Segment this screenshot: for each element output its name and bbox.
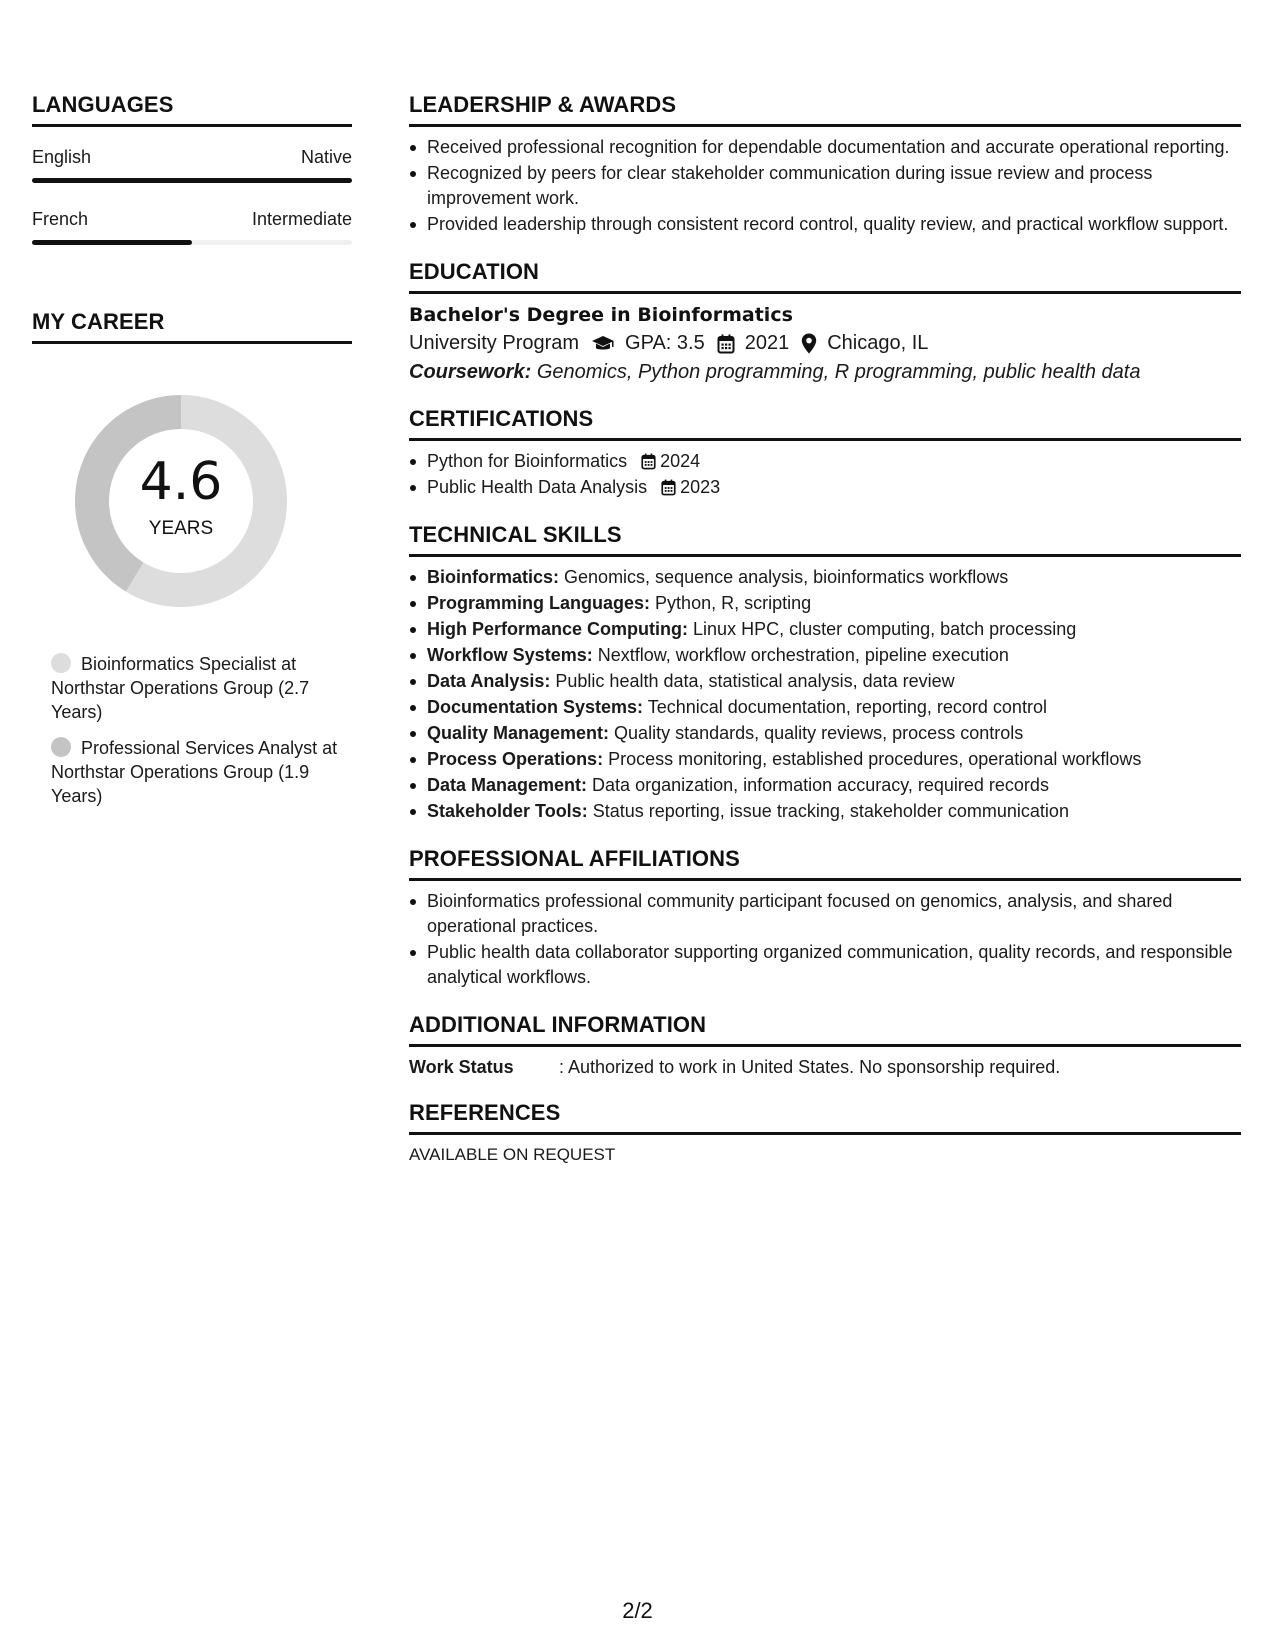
skill-label: Quality Management: bbox=[427, 723, 610, 743]
skill-item bbox=[409, 773, 1241, 798]
list-item bbox=[409, 449, 1241, 474]
school-location: Chicago, IL bbox=[827, 332, 929, 354]
work-status-row bbox=[409, 1057, 1241, 1078]
right-column bbox=[409, 92, 1241, 1165]
list-item: Public health data collaborator supporting organized communication, quality records, and responsible analytical workflows. bbox=[409, 940, 1241, 990]
language-level: Native bbox=[300, 147, 352, 167]
education-meta bbox=[409, 332, 1241, 355]
technical-skills-heading: TECHNICAL SKILLS bbox=[409, 522, 1241, 557]
additional-info-heading: ADDITIONAL INFORMATION bbox=[409, 1012, 1241, 1047]
skill-value: Quality standards, quality reviews, process controls bbox=[614, 723, 1024, 743]
work-status-label: Work Status bbox=[409, 1057, 514, 1077]
career-role-text: Bioinformatics Specialist at Northstar Operations Group (2.7 Years) bbox=[51, 654, 310, 722]
skill-value: Technical documentation, reporting, record control bbox=[647, 697, 1047, 717]
affiliations-heading: PROFESSIONAL AFFILIATIONS bbox=[409, 846, 1241, 881]
list-item: Recognized by peers for clear stakeholder communication during issue review and process improvement work. bbox=[409, 161, 1241, 211]
gpa: GPA: 3.5 bbox=[625, 332, 705, 354]
skill-item bbox=[409, 565, 1241, 590]
career-legend-item bbox=[51, 652, 341, 724]
skill-value: Data organization, information accuracy, required records bbox=[592, 775, 1049, 795]
skill-value: Python, R, scripting bbox=[655, 593, 812, 613]
language-item bbox=[32, 147, 352, 183]
skill-label: Process Operations: bbox=[427, 749, 604, 769]
list-item: Received professional recognition for dependable documentation and accurate operational reporting. bbox=[409, 135, 1241, 160]
language-name: French bbox=[32, 209, 89, 229]
technical-skills-section bbox=[409, 522, 1241, 824]
language-level: Intermediate bbox=[251, 209, 352, 229]
graduation-year: 2021 bbox=[744, 332, 790, 354]
career-donut-chart bbox=[66, 386, 296, 616]
skill-label: High Performance Computing: bbox=[427, 619, 689, 639]
list-item bbox=[409, 475, 1241, 500]
left-column bbox=[32, 92, 352, 820]
skill-item bbox=[409, 669, 1241, 694]
skill-label: Data Management: bbox=[427, 775, 588, 795]
skill-label: Programming Languages: bbox=[427, 593, 651, 613]
calendar-icon bbox=[717, 334, 735, 354]
skill-value: Linux HPC, cluster computing, batch processing bbox=[693, 619, 1077, 639]
language-item bbox=[32, 209, 352, 245]
references-text: AVAILABLE ON REQUEST bbox=[409, 1145, 616, 1164]
certification-year: 2023 bbox=[680, 477, 721, 497]
education-heading: EDUCATION bbox=[409, 259, 1241, 294]
skill-item bbox=[409, 747, 1241, 772]
calendar-icon bbox=[661, 479, 676, 496]
work-status-value: : Authorized to work in United States. No sponsorship required. bbox=[559, 1057, 1061, 1077]
calendar-icon bbox=[641, 453, 656, 470]
skill-item bbox=[409, 721, 1241, 746]
coursework bbox=[409, 361, 1241, 384]
leadership-heading: LEADERSHIP & AWARDS bbox=[409, 92, 1241, 127]
skill-item bbox=[409, 617, 1241, 642]
leadership-section bbox=[409, 92, 1241, 237]
career-legend-item bbox=[51, 736, 341, 808]
language-proficiency-bar bbox=[32, 178, 352, 183]
skill-value: Process monitoring, established procedures, operational workflows bbox=[608, 749, 1142, 769]
legend-dot bbox=[51, 653, 71, 673]
skill-value: Nextflow, workflow orchestration, pipeline execution bbox=[597, 645, 1009, 665]
list-item: Bioinformatics professional community participant focused on genomics, analysis, and shared operational practices. bbox=[409, 889, 1241, 939]
map-pin-icon bbox=[801, 333, 817, 354]
school-name: University Program bbox=[409, 332, 580, 354]
certifications-section bbox=[409, 406, 1241, 500]
skill-label: Bioinformatics: bbox=[427, 567, 560, 587]
skill-label: Workflow Systems: bbox=[427, 645, 593, 665]
skill-label: Documentation Systems: bbox=[427, 697, 644, 717]
language-name: English bbox=[32, 147, 92, 167]
career-role-text: Professional Services Analyst at Northstar Operations Group (1.9 Years) bbox=[51, 738, 338, 806]
career-legend bbox=[32, 652, 352, 808]
skill-item bbox=[409, 643, 1241, 668]
education-section bbox=[409, 259, 1241, 384]
skill-value: Public health data, statistical analysis, data review bbox=[555, 671, 955, 691]
career-total-value: 4.6 bbox=[139, 452, 223, 512]
language-proficiency-bar bbox=[32, 240, 352, 245]
references-section bbox=[409, 1100, 1241, 1165]
language-proficiency-fill bbox=[32, 178, 352, 183]
skill-item bbox=[409, 591, 1241, 616]
certification-year: 2024 bbox=[660, 451, 701, 471]
skill-label: Data Analysis: bbox=[427, 671, 551, 691]
affiliations-section bbox=[409, 846, 1241, 990]
career-total-unit: YEARS bbox=[148, 518, 214, 539]
graduation-cap-icon bbox=[591, 335, 615, 353]
languages-heading: LANGUAGES bbox=[32, 92, 352, 127]
references-heading: REFERENCES bbox=[409, 1100, 1241, 1135]
skill-label: Stakeholder Tools: bbox=[427, 801, 588, 821]
career-heading: MY CAREER bbox=[32, 309, 352, 344]
coursework-label: Coursework: bbox=[409, 361, 532, 383]
list-item: Provided leadership through consistent record control, quality review, and practical workflow support. bbox=[409, 212, 1241, 237]
skill-item bbox=[409, 799, 1241, 824]
certification-name: Public Health Data Analysis bbox=[427, 477, 648, 497]
certification-name: Python for Bioinformatics bbox=[427, 451, 628, 471]
legend-dot bbox=[51, 737, 71, 757]
skill-value: Genomics, sequence analysis, bioinformatics workflows bbox=[564, 567, 1009, 587]
skill-value: Status reporting, issue tracking, stakeholder communication bbox=[592, 801, 1069, 821]
page-number: 2/2 bbox=[622, 1598, 653, 1623]
additional-info-section bbox=[409, 1012, 1241, 1078]
skill-item bbox=[409, 695, 1241, 720]
degree-title: Bachelor's Degree in Bioinformatics bbox=[409, 304, 793, 326]
coursework-list: Genomics, Python programming, R programming, public health data bbox=[536, 361, 1141, 383]
certifications-heading: CERTIFICATIONS bbox=[409, 406, 1241, 441]
language-proficiency-fill bbox=[32, 240, 192, 245]
